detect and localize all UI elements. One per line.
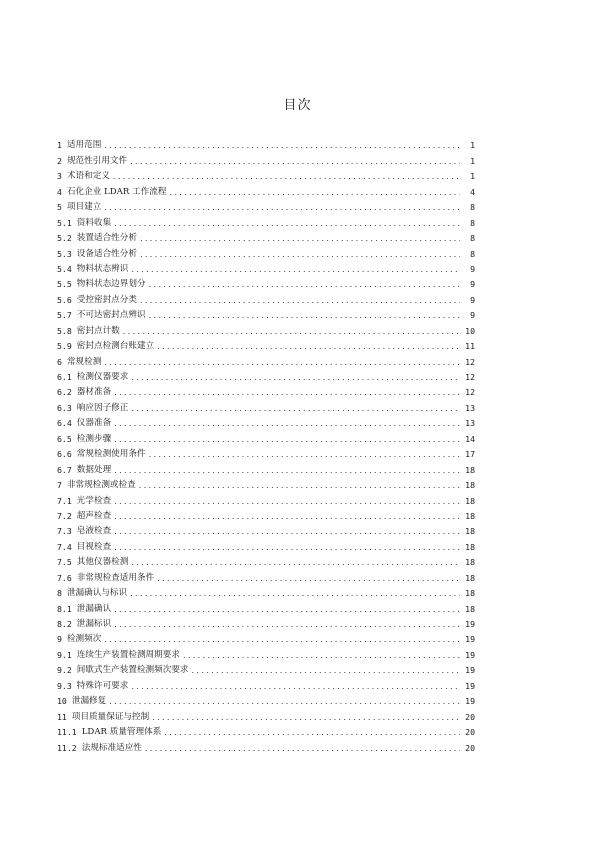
toc-entry-number: 7.4 — [57, 541, 72, 552]
toc-entry-number: 8.1 — [57, 603, 72, 614]
toc-entry[interactable] — [57, 615, 475, 630]
toc-entry-number: 9.2 — [57, 665, 72, 676]
toc-entry-page: 1 — [470, 140, 475, 151]
toc-entry-page: 19 — [465, 619, 475, 629]
toc-entry-page: 8 — [470, 202, 475, 213]
toc-leader-dots — [104, 357, 460, 368]
toc-entry-page: 12 — [465, 356, 475, 367]
toc-entry[interactable] — [57, 553, 475, 568]
toc-entry-page: 18 — [465, 464, 475, 475]
toc-leader-dots — [145, 743, 460, 754]
toc-leader-dots — [131, 681, 460, 692]
toc-entry-page: 18 — [465, 495, 475, 506]
toc-entry[interactable] — [57, 676, 475, 691]
toc-entry-page: 8 — [470, 217, 475, 228]
toc-leader-dots — [149, 279, 460, 290]
toc-entry-label: 不可达密封点辨识 — [76, 310, 146, 321]
toc-entry-number: 5.7 — [57, 310, 72, 321]
toc-entry-label: 设备适合性分析 — [76, 248, 137, 259]
toc-entry[interactable] — [57, 661, 475, 676]
toc-entry-page: 18 — [465, 526, 475, 537]
toc-entry-number: 6.1 — [57, 372, 72, 382]
toc-entry[interactable] — [57, 290, 475, 305]
toc-leader-dots — [140, 233, 460, 244]
toc-entry-page: 9 — [470, 279, 475, 290]
toc-entry-number: 10 — [57, 696, 67, 707]
toc-entry-label: 石化企业 LDAR 工作流程 — [66, 186, 167, 197]
toc-entry-page: 19 — [465, 634, 475, 645]
toc-entry-page: 1 — [470, 171, 475, 182]
toc-entry-label: 受控密封点分类 — [76, 294, 137, 305]
toc-leader-dots — [114, 542, 460, 553]
toc-entry[interactable] — [57, 383, 475, 398]
toc-entry[interactable] — [57, 630, 475, 645]
toc-entry[interactable] — [57, 429, 475, 444]
toc-entry-page: 20 — [465, 727, 475, 738]
toc-entry-number: 6.2 — [57, 387, 72, 398]
toc-entry[interactable] — [57, 337, 475, 352]
toc-entry[interactable] — [57, 537, 475, 552]
toc-entry[interactable] — [57, 260, 475, 275]
toc-leader-dots — [114, 418, 460, 429]
toc-leader-dots — [114, 434, 460, 445]
toc-entry-label: 非常规检测或检查 — [66, 480, 136, 491]
toc-leader-dots — [114, 526, 460, 537]
toc-entry[interactable] — [57, 352, 475, 367]
toc-entry-number: 7.1 — [57, 495, 72, 506]
toc-leader-dots — [139, 480, 460, 491]
toc-entry-label: 常规检测使用条件 — [76, 449, 146, 460]
toc-leader-dots — [114, 465, 460, 476]
toc-leader-dots — [131, 557, 460, 568]
toc-entry-page: 18 — [465, 603, 475, 614]
toc-entry-number: 6.5 — [57, 433, 72, 444]
toc-entry[interactable] — [57, 229, 475, 244]
toc-leader-dots — [123, 326, 460, 337]
toc-entry-label: 物料状态辨识 — [76, 263, 129, 274]
toc-entry-label: 响应因子修正 — [76, 402, 129, 413]
toc-entry-number: 4 — [57, 186, 62, 197]
toc-entry-number: 5.3 — [57, 248, 72, 259]
toc-leader-dots — [140, 249, 460, 260]
toc-entry[interactable] — [57, 306, 475, 321]
toc-entry-label: 密封点检测台账建立 — [76, 341, 155, 352]
toc-entry-page: 1 — [470, 155, 475, 166]
toc-entry-label: 光学检查 — [76, 495, 112, 506]
toc-entry-page: 18 — [465, 557, 475, 568]
toc-entry-number: 7.6 — [57, 572, 72, 583]
toc-leader-dots — [114, 496, 460, 507]
toc-entry-number: 5.4 — [57, 263, 72, 274]
toc-entry[interactable] — [57, 321, 475, 336]
toc-entry-number: 5 — [57, 202, 62, 213]
toc-entry[interactable] — [57, 723, 475, 738]
toc-entry-page: 19 — [465, 696, 475, 707]
toc-entry-page: 18 — [465, 588, 475, 599]
toc-entry-number: 5.9 — [57, 341, 72, 352]
toc-entry-number: 1 — [57, 140, 62, 151]
toc-entry-label: 检测仪器要求 — [76, 372, 129, 382]
toc-entry-number: 7.3 — [57, 526, 72, 537]
toc-entry-number: 5.1 — [57, 217, 72, 228]
toc-entry-number: 7.2 — [57, 510, 72, 521]
table-of-contents — [57, 136, 475, 754]
toc-entry[interactable] — [57, 167, 475, 182]
toc-entry-page: 9 — [470, 294, 475, 305]
toc-entry-page: 19 — [465, 665, 475, 676]
toc-entry-label: 装置适合性分析 — [76, 233, 137, 244]
toc-leader-dots — [149, 310, 460, 321]
toc-entry-page: 11 — [465, 341, 475, 352]
toc-leader-dots — [109, 696, 460, 707]
toc-entry[interactable] — [57, 584, 475, 599]
toc-entry-number: 2 — [57, 155, 62, 166]
toc-leader-dots — [113, 171, 460, 182]
page-title: 目次 — [283, 98, 312, 113]
toc-entry-label: 间歇式生产装置检测频次要求 — [76, 665, 189, 676]
toc-entry[interactable] — [57, 136, 475, 151]
toc-leader-dots — [157, 573, 460, 584]
toc-entry-label: 密封点计数 — [76, 325, 120, 336]
toc-entry-page: 18 — [465, 541, 475, 552]
toc-entry-label: 法规标准适应性 — [81, 742, 142, 753]
toc-entry-page: 18 — [465, 510, 475, 521]
toc-leader-dots — [152, 712, 460, 723]
toc-entry[interactable] — [57, 198, 475, 213]
toc-entry-number: 11 — [57, 711, 67, 722]
toc-entry-label: 非常规检查适用条件 — [76, 572, 155, 583]
toc-entry-page: 10 — [465, 325, 475, 336]
toc-entry-label: 数据处理 — [76, 464, 112, 475]
toc-entry-number: 5.2 — [57, 233, 72, 244]
toc-entry[interactable] — [57, 414, 475, 429]
toc-entry-label: 检测频次 — [66, 634, 102, 645]
toc-entry-label: 项目建立 — [66, 202, 102, 213]
toc-entry[interactable] — [57, 507, 475, 522]
toc-leader-dots — [114, 218, 460, 229]
toc-entry[interactable] — [57, 182, 475, 197]
toc-entry-number: 6.3 — [57, 402, 72, 413]
toc-entry-page: 8 — [470, 248, 475, 259]
toc-leader-dots — [114, 619, 460, 630]
toc-entry-label: 其他仪器检测 — [76, 557, 129, 568]
toc-entry-label: 物料状态边界划分 — [76, 279, 146, 290]
toc-entry-number: 6.4 — [57, 418, 72, 429]
toc-leader-dots — [131, 264, 460, 275]
toc-leader-dots — [169, 187, 460, 198]
toc-entry-number: 8.2 — [57, 619, 72, 629]
toc-entry[interactable] — [57, 645, 475, 660]
toc-leader-dots — [104, 202, 460, 213]
toc-entry-number: 9 — [57, 634, 62, 645]
toc-leader-dots — [192, 665, 460, 676]
toc-entry-label: 术语和定义 — [66, 171, 110, 182]
toc-entry-label: 特殊许可要求 — [76, 680, 129, 691]
toc-entry-number: 6.7 — [57, 464, 72, 475]
toc-entry[interactable] — [57, 244, 475, 259]
toc-entry-label: 泄漏确认与标识 — [66, 588, 128, 599]
toc-entry[interactable] — [57, 707, 475, 722]
toc-entry-label: 仪器准备 — [76, 418, 112, 429]
toc-leader-dots — [130, 156, 460, 167]
toc-entry[interactable] — [57, 445, 475, 460]
toc-entry-page: 19 — [465, 649, 475, 660]
toc-leader-dots — [183, 650, 460, 661]
toc-entry-number: 6.6 — [57, 449, 72, 460]
toc-entry-label: 规范性引用文件 — [66, 155, 128, 166]
toc-entry-number: 8 — [57, 588, 62, 599]
toc-entry-page: 18 — [465, 572, 475, 583]
toc-entry-page: 12 — [465, 387, 475, 398]
toc-leader-dots — [140, 295, 460, 306]
toc-entry[interactable] — [57, 568, 475, 583]
toc-entry-label: 器材准备 — [76, 387, 112, 398]
toc-entry[interactable] — [57, 368, 475, 383]
toc-entry-label: 泄漏标识 — [76, 619, 112, 629]
toc-entry[interactable] — [57, 460, 475, 475]
toc-entry[interactable] — [57, 738, 475, 753]
toc-entry-page: 17 — [465, 449, 475, 460]
toc-entry-number: 9.1 — [57, 649, 72, 660]
toc-entry-page: 12 — [465, 372, 475, 382]
toc-leader-dots — [104, 634, 460, 645]
toc-entry-number: 7 — [57, 480, 62, 491]
toc-entry-label: 泄漏修复 — [71, 696, 107, 707]
toc-leader-dots — [131, 403, 460, 414]
toc-entry[interactable] — [57, 275, 475, 290]
toc-entry-label: LDAR 质量管理体系 — [81, 727, 162, 738]
toc-entry[interactable] — [57, 599, 475, 614]
toc-entry-label: 检测步骤 — [76, 433, 112, 444]
toc-leader-dots — [164, 727, 460, 738]
toc-entry-page: 13 — [465, 402, 475, 413]
toc-entry-label: 常规检测 — [66, 356, 102, 367]
toc-entry-label: 项目质量保证与控制 — [71, 711, 150, 722]
toc-entry-number: 5.8 — [57, 325, 72, 336]
toc-entry[interactable] — [57, 522, 475, 537]
toc-entry-label: 泄漏确认 — [76, 603, 112, 614]
toc-entry-page: 20 — [465, 711, 475, 722]
toc-leader-dots — [114, 511, 460, 522]
toc-entry-page: 9 — [470, 310, 475, 321]
toc-leader-dots — [149, 449, 460, 460]
toc-entry-label: 目视检查 — [76, 541, 112, 552]
toc-entry-page: 9 — [470, 263, 475, 274]
toc-entry[interactable] — [57, 398, 475, 413]
toc-entry-page: 14 — [465, 433, 475, 444]
toc-entry[interactable] — [57, 213, 475, 228]
toc-entry-page: 13 — [465, 418, 475, 429]
toc-entry[interactable] — [57, 692, 475, 707]
toc-leader-dots — [157, 341, 460, 352]
toc-entry-page: 20 — [465, 742, 475, 753]
toc-entry-page: 8 — [470, 233, 475, 244]
toc-entry-number: 6 — [57, 356, 62, 367]
toc-entry-label: 适用范围 — [66, 140, 102, 151]
toc-leader-dots — [104, 140, 460, 151]
toc-entry[interactable] — [57, 476, 475, 491]
toc-entry-page: 19 — [465, 680, 475, 691]
toc-entry-page: 18 — [465, 480, 475, 491]
toc-entry[interactable] — [57, 151, 475, 166]
toc-entry-label: 皂液检查 — [76, 526, 112, 537]
toc-entry-label: 资料收集 — [76, 217, 112, 228]
toc-entry-number: 7.5 — [57, 557, 72, 568]
toc-entry-label: 超声检查 — [76, 510, 112, 521]
toc-entry-number: 9.3 — [57, 680, 72, 691]
toc-entry-page: 4 — [470, 186, 475, 197]
toc-leader-dots — [114, 387, 460, 398]
toc-leader-dots — [131, 372, 460, 383]
toc-entry-number: 3 — [57, 171, 62, 182]
toc-entry[interactable] — [57, 491, 475, 506]
toc-entry-label: 连续生产装置检测周期要求 — [76, 649, 180, 660]
toc-entry-number: 11.1 — [57, 727, 77, 738]
toc-entry-number: 5.6 — [57, 294, 72, 305]
toc-entry-number: 11.2 — [57, 742, 77, 753]
toc-leader-dots — [130, 588, 460, 599]
toc-entry-number: 5.5 — [57, 279, 72, 290]
toc-leader-dots — [114, 604, 460, 615]
